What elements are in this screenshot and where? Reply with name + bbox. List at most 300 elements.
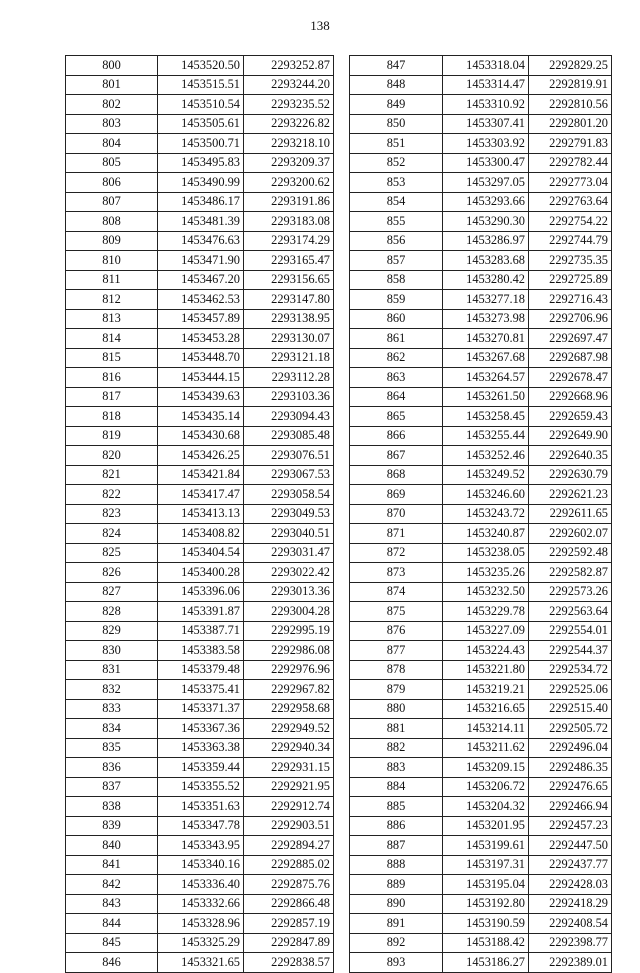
- x-coordinate-cell: 1453283.68: [443, 251, 529, 271]
- table-row: [66, 231, 334, 251]
- x-coordinate-cell: 1453261.50: [443, 387, 529, 407]
- table-row: [66, 426, 334, 446]
- y-coordinate-cell: 2292921.95: [244, 777, 334, 797]
- table-row: [350, 680, 612, 700]
- y-coordinate-cell: 2292782.44: [529, 153, 612, 173]
- x-coordinate-cell: 1453387.71: [158, 621, 244, 641]
- y-coordinate-cell: 2292716.43: [529, 290, 612, 310]
- table-row: [66, 719, 334, 739]
- x-coordinate-cell: 1453400.28: [158, 563, 244, 583]
- point-number-cell: 863: [350, 368, 443, 388]
- y-coordinate-cell: 2292525.06: [529, 680, 612, 700]
- point-number-cell: 872: [350, 543, 443, 563]
- point-number-cell: 875: [350, 602, 443, 622]
- table-row: [350, 114, 612, 134]
- point-number-cell: 883: [350, 758, 443, 778]
- y-coordinate-cell: 2292649.90: [529, 426, 612, 446]
- x-coordinate-cell: 1453453.28: [158, 329, 244, 349]
- y-coordinate-cell: 2292554.01: [529, 621, 612, 641]
- table-row: [350, 797, 612, 817]
- x-coordinate-cell: 1453332.66: [158, 894, 244, 914]
- table-row: [66, 738, 334, 758]
- x-coordinate-cell: 1453267.68: [443, 348, 529, 368]
- point-number-cell: 804: [66, 134, 158, 154]
- y-coordinate-cell: 2293094.43: [244, 407, 334, 427]
- point-number-cell: 823: [66, 504, 158, 524]
- point-number-cell: 865: [350, 407, 443, 427]
- point-number-cell: 842: [66, 875, 158, 895]
- x-coordinate-cell: 1453232.50: [443, 582, 529, 602]
- y-coordinate-cell: 2293040.51: [244, 524, 334, 544]
- point-number-cell: 866: [350, 426, 443, 446]
- point-number-cell: 877: [350, 641, 443, 661]
- point-number-cell: 892: [350, 933, 443, 953]
- point-number-cell: 817: [66, 387, 158, 407]
- x-coordinate-cell: 1453238.05: [443, 543, 529, 563]
- table-row: [350, 56, 612, 76]
- y-coordinate-cell: 2293244.20: [244, 75, 334, 95]
- x-coordinate-cell: 1453510.54: [158, 95, 244, 115]
- point-number-cell: 814: [66, 329, 158, 349]
- point-number-cell: 821: [66, 465, 158, 485]
- y-coordinate-cell: 2293103.36: [244, 387, 334, 407]
- point-number-cell: 869: [350, 485, 443, 505]
- x-coordinate-cell: 1453221.80: [443, 660, 529, 680]
- x-coordinate-cell: 1453500.71: [158, 134, 244, 154]
- point-number-cell: 827: [66, 582, 158, 602]
- x-coordinate-cell: 1453235.26: [443, 563, 529, 583]
- x-coordinate-cell: 1453444.15: [158, 368, 244, 388]
- y-coordinate-cell: 2292958.68: [244, 699, 334, 719]
- table-row: [66, 875, 334, 895]
- table-row: [350, 641, 612, 661]
- y-coordinate-cell: 2292602.07: [529, 524, 612, 544]
- y-coordinate-cell: 2292389.01: [529, 953, 612, 973]
- point-number-cell: 818: [66, 407, 158, 427]
- table-row: [350, 582, 612, 602]
- y-coordinate-cell: 2292976.96: [244, 660, 334, 680]
- table-row: [350, 368, 612, 388]
- point-number-cell: 873: [350, 563, 443, 583]
- x-coordinate-cell: 1453413.13: [158, 504, 244, 524]
- x-coordinate-cell: 1453383.58: [158, 641, 244, 661]
- x-coordinate-cell: 1453264.57: [443, 368, 529, 388]
- point-number-cell: 801: [66, 75, 158, 95]
- y-coordinate-cell: 2292763.64: [529, 192, 612, 212]
- y-coordinate-cell: 2293130.07: [244, 329, 334, 349]
- x-coordinate-cell: 1453273.98: [443, 309, 529, 329]
- table-row: [66, 621, 334, 641]
- x-coordinate-cell: 1453363.38: [158, 738, 244, 758]
- point-number-cell: 812: [66, 290, 158, 310]
- point-number-cell: 820: [66, 446, 158, 466]
- x-coordinate-cell: 1453457.89: [158, 309, 244, 329]
- y-coordinate-cell: 2292408.54: [529, 914, 612, 934]
- x-coordinate-cell: 1453343.95: [158, 836, 244, 856]
- table-row: [350, 485, 612, 505]
- x-coordinate-cell: 1453359.44: [158, 758, 244, 778]
- table-row: [350, 524, 612, 544]
- table-row: [350, 758, 612, 778]
- x-coordinate-cell: 1453290.30: [443, 212, 529, 232]
- table-row: [350, 563, 612, 583]
- x-coordinate-cell: 1453379.48: [158, 660, 244, 680]
- point-number-cell: 849: [350, 95, 443, 115]
- x-coordinate-cell: 1453340.16: [158, 855, 244, 875]
- y-coordinate-cell: 2292894.27: [244, 836, 334, 856]
- table-row: [66, 485, 334, 505]
- y-coordinate-cell: 2292505.72: [529, 719, 612, 739]
- point-number-cell: 815: [66, 348, 158, 368]
- point-number-cell: 822: [66, 485, 158, 505]
- y-coordinate-cell: 2293031.47: [244, 543, 334, 563]
- table-row: [66, 270, 334, 290]
- y-coordinate-cell: 2292496.04: [529, 738, 612, 758]
- point-number-cell: 810: [66, 251, 158, 271]
- table-row: [350, 251, 612, 271]
- point-number-cell: 813: [66, 309, 158, 329]
- point-number-cell: 809: [66, 231, 158, 251]
- table-row: [66, 348, 334, 368]
- table-row: [350, 290, 612, 310]
- table-row: [350, 914, 612, 934]
- point-number-cell: 856: [350, 231, 443, 251]
- point-number-cell: 884: [350, 777, 443, 797]
- x-coordinate-cell: 1453303.92: [443, 134, 529, 154]
- table-row: [350, 192, 612, 212]
- y-coordinate-cell: 2292819.91: [529, 75, 612, 95]
- point-number-cell: 847: [350, 56, 443, 76]
- y-coordinate-cell: 2292659.43: [529, 407, 612, 427]
- table-row: [66, 894, 334, 914]
- y-coordinate-cell: 2292725.89: [529, 270, 612, 290]
- table-row: [66, 504, 334, 524]
- x-coordinate-cell: 1453270.81: [443, 329, 529, 349]
- table-row: [350, 329, 612, 349]
- table-row: [66, 641, 334, 661]
- y-coordinate-cell: 2293174.29: [244, 231, 334, 251]
- point-number-cell: 874: [350, 582, 443, 602]
- x-coordinate-cell: 1453186.27: [443, 953, 529, 973]
- y-coordinate-cell: 2292949.52: [244, 719, 334, 739]
- point-number-cell: 855: [350, 212, 443, 232]
- point-number-cell: 835: [66, 738, 158, 758]
- table-row: [350, 75, 612, 95]
- y-coordinate-cell: 2293209.37: [244, 153, 334, 173]
- point-number-cell: 852: [350, 153, 443, 173]
- table-row: [350, 777, 612, 797]
- point-number-cell: 832: [66, 680, 158, 700]
- x-coordinate-cell: 1453209.15: [443, 758, 529, 778]
- table-row: [66, 543, 334, 563]
- x-coordinate-cell: 1453286.97: [443, 231, 529, 251]
- y-coordinate-cell: 2292967.82: [244, 680, 334, 700]
- table-row: [66, 699, 334, 719]
- x-coordinate-cell: 1453421.84: [158, 465, 244, 485]
- x-coordinate-cell: 1453347.78: [158, 816, 244, 836]
- y-coordinate-cell: 2292687.98: [529, 348, 612, 368]
- point-number-cell: 889: [350, 875, 443, 895]
- y-coordinate-cell: 2293085.48: [244, 426, 334, 446]
- table-row: [350, 719, 612, 739]
- y-coordinate-cell: 2293218.10: [244, 134, 334, 154]
- table-row: [66, 56, 334, 76]
- point-number-cell: 830: [66, 641, 158, 661]
- point-number-cell: 839: [66, 816, 158, 836]
- point-number-cell: 867: [350, 446, 443, 466]
- point-number-cell: 800: [66, 56, 158, 76]
- y-coordinate-cell: 2293156.65: [244, 270, 334, 290]
- table-row: [350, 894, 612, 914]
- table-row: [66, 914, 334, 934]
- y-coordinate-cell: 2292573.26: [529, 582, 612, 602]
- table-row: [350, 738, 612, 758]
- x-coordinate-cell: 1453224.43: [443, 641, 529, 661]
- y-coordinate-cell: 2292744.79: [529, 231, 612, 251]
- x-coordinate-cell: 1453490.99: [158, 173, 244, 193]
- table-row: [66, 407, 334, 427]
- point-number-cell: 831: [66, 660, 158, 680]
- x-coordinate-cell: 1453495.83: [158, 153, 244, 173]
- x-coordinate-cell: 1453351.63: [158, 797, 244, 817]
- y-coordinate-cell: 2292630.79: [529, 465, 612, 485]
- x-coordinate-cell: 1453314.47: [443, 75, 529, 95]
- point-number-cell: 851: [350, 134, 443, 154]
- point-number-cell: 806: [66, 173, 158, 193]
- table-row: [66, 563, 334, 583]
- y-coordinate-cell: 2292857.19: [244, 914, 334, 934]
- table-row: [66, 797, 334, 817]
- table-row: [350, 270, 612, 290]
- table-row: [66, 212, 334, 232]
- x-coordinate-cell: 1453471.90: [158, 251, 244, 271]
- table-row: [66, 680, 334, 700]
- x-coordinate-cell: 1453486.17: [158, 192, 244, 212]
- y-coordinate-cell: 2292791.83: [529, 134, 612, 154]
- point-number-cell: 805: [66, 153, 158, 173]
- y-coordinate-cell: 2292476.65: [529, 777, 612, 797]
- table-row: [350, 309, 612, 329]
- table-row: [350, 660, 612, 680]
- table-row: [66, 368, 334, 388]
- point-number-cell: 871: [350, 524, 443, 544]
- y-coordinate-cell: 2293013.36: [244, 582, 334, 602]
- y-coordinate-cell: 2292829.25: [529, 56, 612, 76]
- x-coordinate-cell: 1453417.47: [158, 485, 244, 505]
- table-row: [66, 173, 334, 193]
- y-coordinate-cell: 2293121.18: [244, 348, 334, 368]
- y-coordinate-cell: 2292866.48: [244, 894, 334, 914]
- page-number: 138: [310, 18, 330, 33]
- y-coordinate-cell: 2293200.62: [244, 173, 334, 193]
- x-coordinate-cell: 1453404.54: [158, 543, 244, 563]
- table-row: [66, 290, 334, 310]
- x-coordinate-cell: 1453246.60: [443, 485, 529, 505]
- x-coordinate-cell: 1453211.62: [443, 738, 529, 758]
- point-number-cell: 833: [66, 699, 158, 719]
- point-number-cell: 819: [66, 426, 158, 446]
- table-row: [350, 933, 612, 953]
- point-number-cell: 859: [350, 290, 443, 310]
- point-number-cell: 850: [350, 114, 443, 134]
- table-row: [350, 95, 612, 115]
- table-row: [350, 836, 612, 856]
- point-number-cell: 811: [66, 270, 158, 290]
- y-coordinate-cell: 2293004.28: [244, 602, 334, 622]
- table-row: [66, 95, 334, 115]
- y-coordinate-cell: 2293226.82: [244, 114, 334, 134]
- table-row: [350, 621, 612, 641]
- x-coordinate-cell: 1453318.04: [443, 56, 529, 76]
- y-coordinate-cell: 2292885.02: [244, 855, 334, 875]
- point-number-cell: 879: [350, 680, 443, 700]
- y-coordinate-cell: 2293049.53: [244, 504, 334, 524]
- table-row: [350, 504, 612, 524]
- y-coordinate-cell: 2292801.20: [529, 114, 612, 134]
- y-coordinate-cell: 2292706.96: [529, 309, 612, 329]
- x-coordinate-cell: 1453307.41: [443, 114, 529, 134]
- point-number-cell: 802: [66, 95, 158, 115]
- table-row: [66, 114, 334, 134]
- y-coordinate-cell: 2292668.96: [529, 387, 612, 407]
- x-coordinate-cell: 1453188.42: [443, 933, 529, 953]
- x-coordinate-cell: 1453227.09: [443, 621, 529, 641]
- table-row: [66, 777, 334, 797]
- y-coordinate-cell: 2292986.08: [244, 641, 334, 661]
- point-number-cell: 844: [66, 914, 158, 934]
- x-coordinate-cell: 1453426.25: [158, 446, 244, 466]
- table-row: [66, 524, 334, 544]
- y-coordinate-cell: 2293067.53: [244, 465, 334, 485]
- x-coordinate-cell: 1453462.53: [158, 290, 244, 310]
- table-row: [350, 446, 612, 466]
- point-number-cell: 840: [66, 836, 158, 856]
- x-coordinate-cell: 1453367.36: [158, 719, 244, 739]
- table-row: [66, 192, 334, 212]
- y-coordinate-cell: 2293183.08: [244, 212, 334, 232]
- point-number-cell: 887: [350, 836, 443, 856]
- y-coordinate-cell: 2292418.29: [529, 894, 612, 914]
- x-coordinate-cell: 1453321.65: [158, 953, 244, 973]
- x-coordinate-cell: 1453204.32: [443, 797, 529, 817]
- point-number-cell: 838: [66, 797, 158, 817]
- x-coordinate-cell: 1453240.87: [443, 524, 529, 544]
- x-coordinate-cell: 1453435.14: [158, 407, 244, 427]
- point-number-cell: 868: [350, 465, 443, 485]
- point-number-cell: 888: [350, 855, 443, 875]
- y-coordinate-cell: 2292563.64: [529, 602, 612, 622]
- y-coordinate-cell: 2292931.15: [244, 758, 334, 778]
- point-number-cell: 845: [66, 933, 158, 953]
- x-coordinate-cell: 1453293.66: [443, 192, 529, 212]
- x-coordinate-cell: 1453258.45: [443, 407, 529, 427]
- x-coordinate-cell: 1453216.65: [443, 699, 529, 719]
- x-coordinate-cell: 1453199.61: [443, 836, 529, 856]
- y-coordinate-cell: 2293022.42: [244, 563, 334, 583]
- y-coordinate-cell: 2293058.54: [244, 485, 334, 505]
- y-coordinate-cell: 2292875.76: [244, 875, 334, 895]
- x-coordinate-cell: 1453430.68: [158, 426, 244, 446]
- point-number-cell: 862: [350, 348, 443, 368]
- table-row: [66, 75, 334, 95]
- y-coordinate-cell: 2292592.48: [529, 543, 612, 563]
- table-row: [350, 173, 612, 193]
- point-number-cell: 841: [66, 855, 158, 875]
- table-row: [350, 231, 612, 251]
- table-row: [350, 465, 612, 485]
- y-coordinate-cell: 2293191.86: [244, 192, 334, 212]
- x-coordinate-cell: 1453439.63: [158, 387, 244, 407]
- y-coordinate-cell: 2293112.28: [244, 368, 334, 388]
- x-coordinate-cell: 1453206.72: [443, 777, 529, 797]
- y-coordinate-cell: 2293138.95: [244, 309, 334, 329]
- x-coordinate-cell: 1453325.29: [158, 933, 244, 953]
- coordinate-table-right: [349, 55, 612, 973]
- y-coordinate-cell: 2292437.77: [529, 855, 612, 875]
- x-coordinate-cell: 1453195.04: [443, 875, 529, 895]
- table-row: [350, 953, 612, 973]
- y-coordinate-cell: 2292678.47: [529, 368, 612, 388]
- table-row: [66, 309, 334, 329]
- y-coordinate-cell: 2292697.47: [529, 329, 612, 349]
- y-coordinate-cell: 2292466.94: [529, 797, 612, 817]
- x-coordinate-cell: 1453249.52: [443, 465, 529, 485]
- table-row: [66, 953, 334, 973]
- point-number-cell: 857: [350, 251, 443, 271]
- table-row: [66, 660, 334, 680]
- table-row: [350, 699, 612, 719]
- table-body: [350, 56, 612, 973]
- y-coordinate-cell: 2292534.72: [529, 660, 612, 680]
- point-number-cell: 891: [350, 914, 443, 934]
- x-coordinate-cell: 1453408.82: [158, 524, 244, 544]
- table-row: [350, 212, 612, 232]
- table-row: [66, 582, 334, 602]
- y-coordinate-cell: 2293252.87: [244, 56, 334, 76]
- y-coordinate-cell: 2292912.74: [244, 797, 334, 817]
- point-number-cell: 843: [66, 894, 158, 914]
- x-coordinate-cell: 1453310.92: [443, 95, 529, 115]
- y-coordinate-cell: 2292838.57: [244, 953, 334, 973]
- y-coordinate-cell: 2292457.23: [529, 816, 612, 836]
- table-row: [350, 816, 612, 836]
- x-coordinate-cell: 1453476.63: [158, 231, 244, 251]
- table-row: [66, 465, 334, 485]
- table-row: [350, 387, 612, 407]
- y-coordinate-cell: 2292847.89: [244, 933, 334, 953]
- y-coordinate-cell: 2292903.51: [244, 816, 334, 836]
- y-coordinate-cell: 2292428.03: [529, 875, 612, 895]
- point-number-cell: 882: [350, 738, 443, 758]
- y-coordinate-cell: 2292582.87: [529, 563, 612, 583]
- point-number-cell: 829: [66, 621, 158, 641]
- point-number-cell: 890: [350, 894, 443, 914]
- point-number-cell: 846: [66, 953, 158, 973]
- y-coordinate-cell: 2292735.35: [529, 251, 612, 271]
- y-coordinate-cell: 2292754.22: [529, 212, 612, 232]
- point-number-cell: 860: [350, 309, 443, 329]
- x-coordinate-cell: 1453481.39: [158, 212, 244, 232]
- x-coordinate-cell: 1453297.05: [443, 173, 529, 193]
- point-number-cell: 808: [66, 212, 158, 232]
- x-coordinate-cell: 1453515.51: [158, 75, 244, 95]
- x-coordinate-cell: 1453192.80: [443, 894, 529, 914]
- x-coordinate-cell: 1453336.40: [158, 875, 244, 895]
- y-coordinate-cell: 2293147.80: [244, 290, 334, 310]
- point-number-cell: 837: [66, 777, 158, 797]
- x-coordinate-cell: 1453243.72: [443, 504, 529, 524]
- table-row: [66, 134, 334, 154]
